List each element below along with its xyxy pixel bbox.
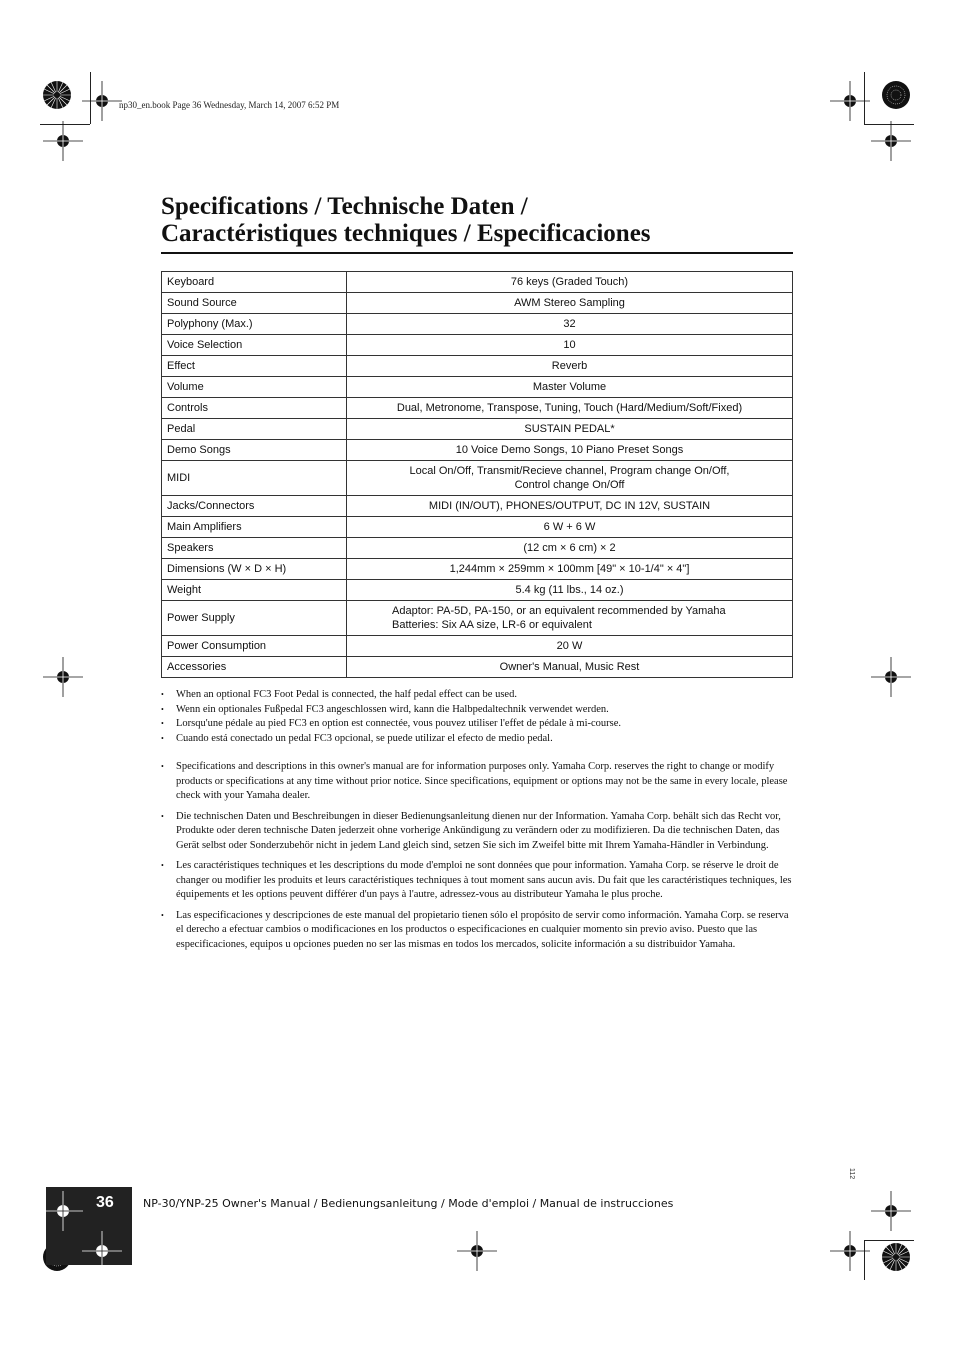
disclaimer-paragraph: • Die technischen Daten und Beschreibungen in dieser Bedienungsanleitung dienen nur der Information. Yamaha Corp. behält sich das Recht vor, Produkte oder deren technische Daten jederzeit ohne vorherige Ankündigung zu verändern oder zu modifizieren. Da die technischen Daten, das Gerät selbst oder Sonderzubehör nicht in jedem Land gleich sind, setzen Sie sich im Zweifel bitte mit Ihrem Yamaha-Händler in Verbindung.: [161, 810, 793, 854]
crop-mark: [864, 1240, 914, 1241]
spec-value: 20 W: [347, 636, 793, 657]
spec-value: Dual, Metronome, Transpose, Tuning, Touch (Hard/Medium/Soft/Fixed): [347, 398, 793, 419]
spec-value: Master Volume: [347, 377, 793, 398]
table-row: [162, 314, 793, 335]
spec-value: 1,244mm × 259mm × 100mm [49" × 10-1/4" × 4"]: [347, 559, 793, 580]
spec-label: Sound Source: [162, 293, 347, 314]
title-line-2: Caractéristiques techniques / Especificaciones: [161, 220, 651, 247]
table-row: [162, 335, 793, 356]
registration-mark-icon: [43, 121, 83, 161]
table-row: [162, 440, 793, 461]
spec-label: Demo Songs: [162, 440, 347, 461]
spec-label: Power Supply: [162, 601, 347, 636]
spec-value: 10: [347, 335, 793, 356]
spec-label: Controls: [162, 398, 347, 419]
pedal-note: • Lorsqu'une pédale au pied FC3 en option est connectée, vous pouvez utiliser l'effet de pédale à mi-course.: [161, 717, 793, 732]
table-row: [162, 580, 793, 601]
spec-label: Voice Selection: [162, 335, 347, 356]
registration-mark-icon: [82, 1231, 122, 1271]
spec-value-line: Adaptor: PA-5D, PA-150, or an equivalent recommended by Yamaha: [392, 605, 726, 617]
table-row: [162, 293, 793, 314]
spec-label: Jacks/Connectors: [162, 496, 347, 517]
spec-value: [347, 601, 793, 636]
pedal-note: • Cuando está conectado un pedal FC3 opcional, se puede utilizar el efecto de medio pedal.: [161, 732, 793, 747]
spec-value: MIDI (IN/OUT), PHONES/OUTPUT, DC IN 12V, SUSTAIN: [347, 496, 793, 517]
spec-value: 10 Voice Demo Songs, 10 Piano Preset Songs: [347, 440, 793, 461]
table-row: [162, 419, 793, 440]
table-row: [162, 559, 793, 580]
disclaimer-paragraph: • Las especificaciones y descripciones de este manual del propietario tienen sólo el propósito de servir como información. Yamaha Corp. se reserva el derecho a efectuar cambios o modificaciones en los productos o especificaciones en cualquier momento sin previo aviso. Puesto que las especificaciones, equipos u opciones pueden no ser las mismas en todos los mercados, solicite información a su distribuidor Yamaha.: [161, 909, 793, 953]
page-title: [161, 193, 794, 247]
table-row: [162, 377, 793, 398]
spec-value-line: Control change On/Off: [514, 479, 625, 491]
spec-label: Effect: [162, 356, 347, 377]
spec-value-line: Batteries: Six AA size, LR-6 or equivalent: [392, 619, 592, 631]
spec-value: 5.4 kg (11 lbs., 14 oz.): [347, 580, 793, 601]
notes-section: [161, 688, 793, 958]
disclaimer-paragraph: • Les caractéristiques techniques et les descriptions du mode d'emploi ne sont données que pour information. Yamaha Corp. se réserve le droit de changer ou modifier les produits et leurs caractéristiques techniques à tout moment sans aucun avis. Du fait que les caractéristiques techniques, les équipements et les options peuvent différer d'un pays à l'autre, adressez-vous au distributeur Yamaha le plus proche.: [161, 859, 793, 903]
registration-mark-icon: [43, 657, 83, 697]
disclaimer-paragraph: • Specifications and descriptions in this owner's manual are for information purposes only. Yamaha Corp. reserves the right to change or modify products or specifications at any time without prior notice. Since specifications, equipment or options may not be the same in every locale, please check with your Yamaha dealer.: [161, 760, 793, 804]
title-line-1: Specifications / Technische Daten /: [161, 193, 528, 220]
spec-value: Owner's Manual, Music Rest: [347, 657, 793, 678]
table-row: [162, 356, 793, 377]
color-rosette-icon: [42, 80, 72, 110]
table-row: [162, 398, 793, 419]
spec-label: Accessories: [162, 657, 347, 678]
file-header-note: np30_en.book Page 36 Wednesday, March 14, 2007 6:52 PM: [119, 100, 340, 110]
table-row: [162, 538, 793, 559]
spec-label: Keyboard: [162, 272, 347, 293]
spec-value: SUSTAIN PEDAL*: [347, 419, 793, 440]
registration-mark-icon: [43, 1191, 83, 1231]
spec-label: Weight: [162, 580, 347, 601]
registration-mark-icon: [457, 1231, 497, 1271]
spec-label: MIDI: [162, 461, 347, 496]
registration-mark-icon: [82, 81, 122, 121]
table-row: [162, 517, 793, 538]
spec-label: Dimensions (W × D × H): [162, 559, 347, 580]
side-code: 112: [848, 1168, 855, 1180]
footer-manual-title: NP-30/YNP-25 Owner's Manual / Bedienungsanleitung / Mode d'emploi / Manual de instrucciones: [143, 1197, 674, 1210]
spec-label: Main Amplifiers: [162, 517, 347, 538]
pedal-note: • When an optional FC3 Foot Pedal is connected, the half pedal effect can be used.: [161, 688, 793, 703]
spec-label: Pedal: [162, 419, 347, 440]
table-row: [162, 601, 793, 636]
registration-mark-icon: [871, 1191, 911, 1231]
specifications-table: [161, 271, 793, 678]
spec-label: Speakers: [162, 538, 347, 559]
table-row: [162, 272, 793, 293]
spec-value-line: Local On/Off, Transmit/Recieve channel, Program change On/Off,: [409, 465, 730, 477]
spec-value: (12 cm × 6 cm) × 2: [347, 538, 793, 559]
spec-label: Power Consumption: [162, 636, 347, 657]
spec-value: AWM Stereo Sampling: [347, 293, 793, 314]
table-row: [162, 461, 793, 496]
table-row: [162, 636, 793, 657]
pedal-note: • Wenn ein optionales Fußpedal FC3 angeschlossen wird, kann die Halbpedaltechnik verwendet werden.: [161, 703, 793, 718]
spec-label: Polyphony (Max.): [162, 314, 347, 335]
spec-value: 32: [347, 314, 793, 335]
page-number: 36: [96, 1194, 114, 1211]
spec-label: Volume: [162, 377, 347, 398]
spec-value: 6 W + 6 W: [347, 517, 793, 538]
title-divider: [161, 252, 793, 254]
registration-mark-icon: [830, 81, 870, 121]
spec-value: [347, 461, 793, 496]
registration-mark-icon: [830, 1231, 870, 1271]
table-row: [162, 657, 793, 678]
registration-mark-icon: [871, 657, 911, 697]
color-rosette-icon: [881, 80, 911, 110]
spec-value: 76 keys (Graded Touch): [347, 272, 793, 293]
table-row: [162, 496, 793, 517]
registration-mark-icon: [871, 121, 911, 161]
color-rosette-icon: [881, 1242, 911, 1272]
spec-value: Reverb: [347, 356, 793, 377]
